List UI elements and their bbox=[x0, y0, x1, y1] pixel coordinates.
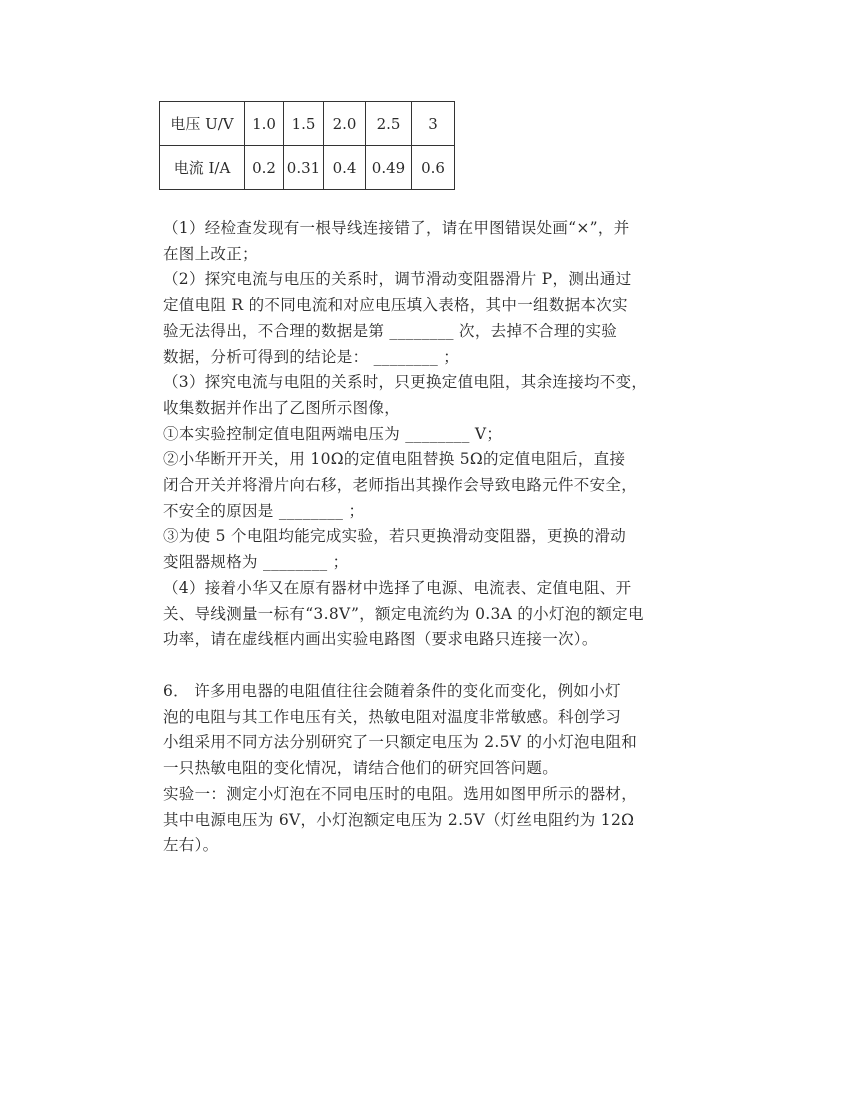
voltage-current-table bbox=[159, 101, 455, 190]
table-cell: 2.5 bbox=[366, 102, 412, 146]
problem-line: 一只热敏电阻的变化情况，请结合他们的研究回答问题。 bbox=[163, 759, 559, 778]
table-cell: 0.4 bbox=[324, 146, 366, 190]
question-line: ③为使 5 个电阻均能完成实验，若只更换滑动变阻器，更换的滑动 bbox=[163, 527, 627, 546]
question-line: ②小华断开开关，用 10Ω的定值电阻替换 5Ω的定值电阻后，直接 bbox=[163, 450, 626, 469]
question-line: （3）探究电流与电阻的关系时，只更换定值电阻，其余连接均不变， bbox=[163, 373, 648, 392]
problem-line: 泡的电阻与其工作电压有关，热敏电阻对温度非常敏感。科创学习 bbox=[163, 707, 622, 726]
question-line: 不安全的原因是 ________ ； bbox=[163, 501, 365, 520]
question-line: ①本实验控制定值电阻两端电压为 ________ V； bbox=[163, 424, 503, 443]
question-line: 关、导线测量一标有“3.8V”，额定电流约为 0.3A 的小灯泡的额定电 bbox=[163, 604, 644, 623]
table-cell: 0.6 bbox=[412, 146, 455, 190]
problem-line: 其中电源电压为 6V，小灯泡额定电压为 2.5V（灯丝电阻约为 12Ω bbox=[163, 810, 635, 829]
table-cell: 0.31 bbox=[284, 146, 324, 190]
table-row-header: 电流 I/A bbox=[160, 146, 245, 190]
table-row bbox=[160, 146, 455, 190]
problem-6-section bbox=[163, 679, 723, 859]
table-cell: 0.49 bbox=[366, 146, 412, 190]
problem-line: 小组采用不同方法分别研究了一只额定电压为 2.5V 的小灯泡电阻和 bbox=[163, 733, 638, 752]
question-line: 变阻器规格为 ________ ； bbox=[163, 553, 349, 572]
table-row-header: 电压 U/V bbox=[160, 102, 245, 146]
table-cell: 1.0 bbox=[245, 102, 284, 146]
question-line: 闭合开关并将滑片向右移，老师指出其操作会导致电路元件不安全， bbox=[163, 476, 638, 495]
question-line: 数据，分析可得到的结论是： ________ ； bbox=[163, 347, 460, 366]
question-line: （2）探究电流与电压的关系时，调节滑动变阻器滑片 P，测出通过 bbox=[163, 270, 632, 289]
question-line: 收集数据并作出了乙图所示图像， bbox=[163, 398, 401, 417]
table-cell: 1.5 bbox=[284, 102, 324, 146]
table-cell: 2.0 bbox=[324, 102, 366, 146]
question-line: 功率，请在虚线框内画出实验电路图（要求电路只连接一次）。 bbox=[163, 630, 598, 649]
question-section bbox=[163, 216, 723, 653]
problem-line: 左右）。 bbox=[163, 836, 219, 855]
table-cell: 0.2 bbox=[245, 146, 284, 190]
question-line: 定值电阻 R 的不同电流和对应电压填入表格，其中一组数据本次实 bbox=[163, 296, 628, 315]
problem-line: 实验一：测定小灯泡在不同电压时的电阻。选用如图甲所示的器材， bbox=[163, 784, 638, 803]
question-line: 在图上改正； bbox=[163, 244, 258, 263]
table-row bbox=[160, 102, 455, 146]
problem-line: 6． 许多用电器的电阻值往往会随着条件的变化而变化，例如小灯 bbox=[163, 682, 621, 700]
table-cell: 3 bbox=[412, 102, 455, 146]
question-line: （4）接着小华又在原有器材中选择了电源、电流表、定值电阻、开 bbox=[163, 578, 632, 597]
question-line: （1）经检查发现有一根导线连接错了，请在甲图错误处画“×”，并 bbox=[163, 219, 630, 237]
question-line: 验无法得出，不合理的数据是第 ________ 次，去掉不合理的实验 bbox=[163, 321, 618, 340]
